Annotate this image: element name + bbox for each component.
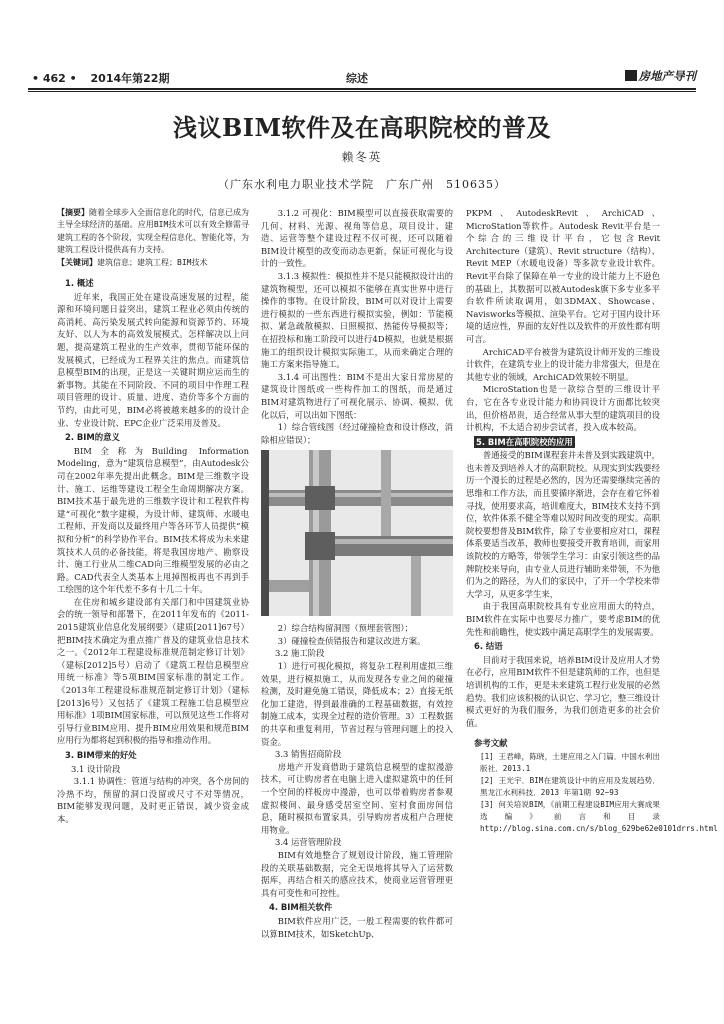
subsection-heading: 3.4 运营管理阶段	[275, 837, 342, 848]
section-label: 综述	[346, 72, 368, 85]
journal-name	[625, 68, 697, 84]
figure-caption-item: 2）综合结构留洞图（预埋套管图）；	[277, 623, 413, 634]
paragraph: 3.1.4 可出图性：BIM不是出大家日常房屋的建筑设计图纸或一些构件加工的图纸，而是通过BIM对建筑物进行了可视化展示、协调、模拟、优化以后，可以出如下图纸：	[261, 371, 453, 420]
reference-item: [1] 王君峰，陈晓，土建应用之入门篇．中国水利出版社．2013.1	[480, 751, 660, 773]
abstract-label: 【摘要】	[57, 208, 89, 217]
paragraph: 1）进行可视化模拟，将复杂工程利用虚拟三维效果，进行模拟施工，从而发现各专业之间的碰撞检测，及时避免施工错误，降低成本；2）直接无纸化加工建造，得到最准确的工程基础数据，有效控制施工成本，实现全过程的造价管理。3）工程数据的共享和重复利用，节省过程与管理问题上的投入资金。	[261, 661, 453, 747]
paragraph: BIM软件应用广泛，一般工程需要的软件都可以算BIM技术，如SketchUp、	[261, 915, 453, 939]
section-heading: 4. BIM相关软件	[269, 902, 333, 913]
column-2	[261, 207, 453, 940]
subsection-heading: 3.2 施工阶段	[275, 648, 325, 659]
page-number: • 462 •	[32, 72, 77, 85]
section-heading: 2. BIM的意义	[65, 432, 120, 443]
subsection-heading: 3.3 销售招商阶段	[275, 749, 342, 760]
keywords	[57, 257, 249, 269]
abstract	[57, 207, 249, 257]
page-header-left	[32, 70, 169, 86]
highlighted-heading: 5. BIM在高职院校的应用	[476, 436, 573, 447]
paragraph: 1）综合管线图（经过碰撞检查和设计修改，消除相应错误）；	[261, 422, 453, 445]
section-heading: 6. 结语	[474, 641, 503, 652]
subsection-heading: 3.1 设计阶段	[71, 763, 121, 774]
journal-name-text: 房地产导刊	[638, 69, 696, 83]
section-heading: 1. 概述	[65, 278, 94, 289]
section-heading: 3. BIM带来的好处	[65, 750, 137, 760]
keywords-text: 建筑信息；建筑工程；BIM技术	[97, 257, 208, 267]
figure-caption-item: 3）碰撞检查侦错报告和建议改进方案。	[277, 635, 426, 646]
references-list	[466, 751, 718, 835]
paragraph: 目前对于我国来说，培养BIM设计及应用人才势在必行，应用BIM软件不但是建筑师的工作，也但是培训机构的工作，更是未来建筑工程行业发展的必然趋势。我们应该积极的认识它、学习它，整三维设计模式更好的为我们服务，为我们创造更多的社会价值。	[466, 654, 660, 728]
journal-logo-icon	[625, 70, 637, 81]
paragraph: ArchiCAD平台被誉为建筑设计师开发的三维设计软件，在建筑专业上的设计能力非常强大，但是在其他专业的领域，ArchiCAD效果较不明显。	[466, 346, 660, 382]
paragraph: BIM全称为Building Information Modeling，意为“建筑信息模型”，由Autodesk公司在2002年率先提出此概念。BIM是三维数字设计、施工、运维等建设工程全生命周期解决方案。BIM技术基于最先进的三维数字设计和工程软件构建“可视化”数字建模，为设计师、建筑师、水暖电工程师、开发商以及最终用户等各环节人员提供“模拟和分析”的科学协作平台。BIM技术将成为未来建筑技术人员的必备技能，将是我国房地产、勘察设计、施工行业从二维CAD向三维模型发展的必由之路。CAD代表全人类基本上甩掉图板再也不再到手工绘图的这个年代差不多有十几二十年。	[57, 445, 249, 595]
page-header	[28, 68, 696, 90]
article-author: 赖冬英	[341, 150, 383, 164]
paragraph: 3.1.1 协调性：管道与结构的冲突，各个房间的冷热不均，预留的洞口没留或尺寸不对等情况，BIM能够发现问题，及时更正错误，减少资金成本。	[57, 776, 249, 824]
paragraph: 在住房和城乡建设部有关部门和中国建筑业协会的统一领导和部署下，在2011年发布的《2011-2015建筑业信息化发展纲要》（建质[2011]67号）把BIM技术确定为重点推广普及的建筑业信息技术之一。《2012年工程建设标准规范制定修订计划》（建标[2012]5号）启动了《建筑工程信息模型应用统一标准》等5项BIM国家标准的制定工作。《2013年工程建设标准规范制定修订计划》（建标[2013]6号）又包括了《建筑工程施工信息模型应用标准》1项BIM国家标准，可以预见这些工作将对引导行业BIM应用、提升BIM应用效果和规范BIM应用行为都将起到积极的指导和推动作用。	[57, 596, 249, 746]
paragraph: 近年来，我国正处在建设高速发展的过程，能源和环境问题日益突出，建筑工程业必须由传统的高消耗、高污染发展式转向能源和资源节约、环境友好、以人为本的高效发展模式。怎样解决以上问题，提高建筑工程业的生产效率，贯彻节能环保的发展模式，已经成为工程界关注的焦点。而建筑信息模型BIM的出现，正是这一关键时期应运而生的新事物。其能在不同阶段、不同的项目中作理工程项目管理的设计、质量、进度、造价等多个方面的节约，由此可见，BIM必将被越来越多的的设计企业、专业设计院、EPC企业广泛采用及普及。	[57, 291, 249, 428]
column-3	[466, 207, 718, 835]
paragraph: MicroStation也是一款综合型的三维设计平台，它在各专业设计能力和协同设计方面都比较突出，但价格昂贵，适合经常从事大型的建筑项目的设计机构，不太适合初步尝试者，投入成本较高。	[466, 384, 660, 433]
reference-item: [2] 王光宇．BIM在建筑设计中的应用及发展趋势．黑龙江水利科技．2013 年第1期 92~93	[480, 775, 660, 797]
paragraph: 由于我国高职院校具有专业应用面大的特点，BIM软件在实际中也要尽力推广，要考虑BIM的优先性和前瞻性，使实践中满足高职学生的发展需要。	[466, 601, 660, 637]
reference-item: [3] 何关培说BIM，《前期工程建设BIM应用大赛成果选编》前言和目录 http://blog.sina.com.cn/s/blog_629be62e0101drrs.html	[480, 799, 718, 833]
pipeline-model-figure	[261, 450, 453, 616]
paragraph: 3.1.2 可视化：BIM模型可以直接获取需要的几何、材料、光源、视角等信息，项目设计、建造、运营等整个建设过程不仅可视，还可以随着BIM设计模型的改变而动态更新，保证可视化与设计的一致性。	[261, 208, 453, 269]
paragraph: PKPM、AutodeskRevit、ArchiCAD、MicroStation等软件。Autodesk Revit平台是一个综合的三维设计平台，它包含Revit Architecture（建筑）、Revit structure（结构）、Revit MEP（水暖电设备）等多款专业设计软件。Revit平台除了保障在单一专业的设计能力上不逊色的基础上，其数据可以被Autodesk旗下多专业多平台软件所读取调用，如3DMAX、Showcase、Navisworks等模拟、渲染平台。它对于国内设计环境的适应性，界面的友好性以及软件的开放性都有明可言。	[466, 208, 660, 344]
keywords-label: 【关键词】	[57, 257, 97, 267]
paragraph: 普通接受的BIM课程套并未普及到实践建筑中，也未普及到培养人才的高职院校。从现实到实践要经历一个漫长的过程是必然的，因为还需要继续完善的思维和工作方法，而且要循序渐进，会存在着它怀着寻找，使用要求高，培训难度大，BIM技术支持不到位，软件体系不健全等难以短时间改变的现实。高职院校要想普及BIM软件，除了专业要相应对口，课程体系要适当改革，教师也要接受开教育培训，而家用该院校的方略等，带领学生学习：由家引领这些的品牌院校来导向，由专业人员进行辅助来带领，不为他们为之的路径，为人们的家民中，了开一个学校来带大学习，从更多学生来，	[466, 450, 660, 599]
issue-label: 2014年第22期	[90, 72, 170, 85]
author-affiliation: （广东水利电力职业技术学院 广东广州 510635）	[218, 178, 506, 191]
header-rule-thick	[28, 88, 696, 90]
paragraph: 3.1.3 模拟性：模拟性并不是只能模拟设计出的建筑物模型，还可以模拟不能够在真实世界中进行操作的事物。在设计阶段，BIM可以对设计上需要进行模拟的一些东西进行模拟实验，例如：节能模拟、紧急疏散模拟、日照模拟、热能传导模拟等；在招投标和施工阶段可以进行4D模拟，也就是根据施工的组织设计模拟实际施工，从而来确定合理的施工方案来指导施工。	[261, 270, 453, 370]
column-1	[57, 207, 249, 826]
header-rule-thin	[28, 91, 696, 92]
paragraph: 房地产开发商借助于建筑信息模型的虚拟漫游技术，可让购房者在电脑上进入虚拟建筑中的任何一个空间的样板房中漫游，也可以带着购房者参观虚拟楼间、最身感受居室空间、室村食面房间信息，随时模拟布置家具，引导购房者成租户合理使用物业。	[261, 761, 453, 835]
article-title: 浅议BIM软件及在高职院校的普及	[172, 113, 552, 142]
paragraph: BIM有效地整合了规划设计阶段，施工管理阶段的关联基础数据，完全无误地将其导入了运营数据库，再结合相关的感应技术，使商业运营管理更具有可变性和可控性。	[261, 849, 453, 898]
section-heading	[474, 436, 660, 449]
pipeline-model-image	[261, 450, 453, 616]
abstract-text: 随着全球步入全面信息化的时代，信息已成为主导全球经济的基础。应用BIM技术可以有效全修需寻建筑工程的各个阶段，实现全程信息化、智能化等，为建筑工程设计提供高有力支持。	[57, 208, 249, 255]
references-heading: 参考文献	[474, 738, 508, 749]
